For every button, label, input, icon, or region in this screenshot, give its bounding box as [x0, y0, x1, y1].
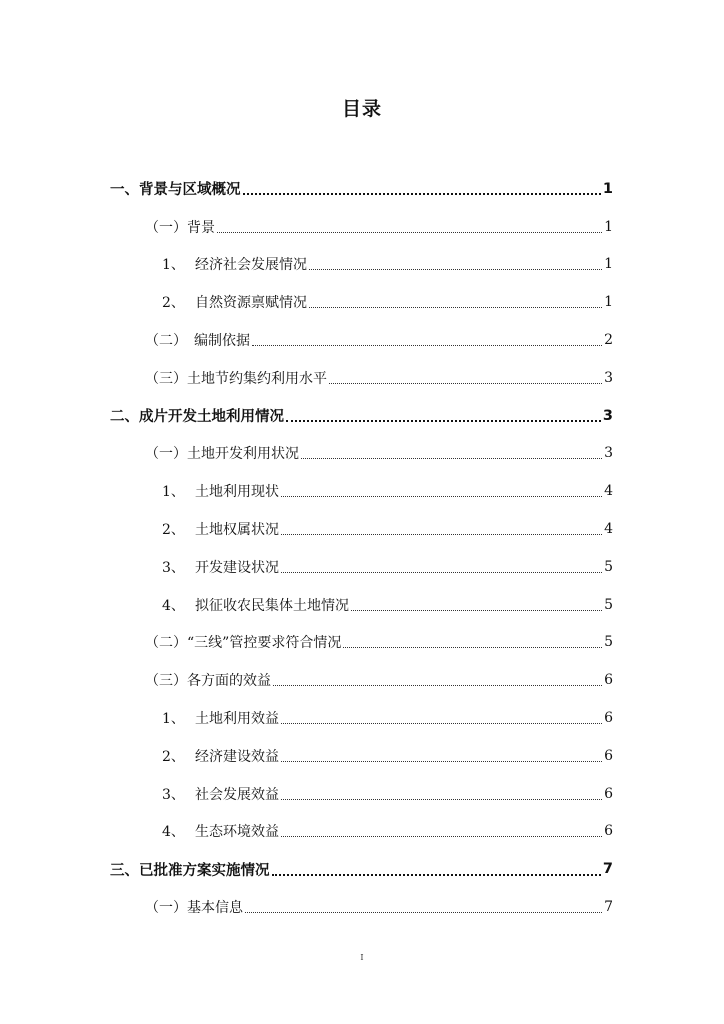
- toc-entry-number: 4、: [162, 824, 185, 841]
- toc-entry-level-2[interactable]: [0, 359, 724, 397]
- toc-entry-text: （一）土地开发利用状况: [145, 446, 299, 463]
- toc-entry-label: [162, 292, 307, 312]
- toc-entry-text: 土地利用现状: [195, 484, 279, 501]
- toc-entry-text: 社会发展效益: [195, 786, 279, 803]
- toc-entry-number: 1、: [162, 484, 185, 501]
- toc-dot-leader: [243, 192, 601, 195]
- toc-entry-level-1[interactable]: [0, 850, 724, 888]
- toc-dot-leader: [272, 873, 601, 876]
- toc-entry-label: [145, 217, 215, 237]
- toc-entry-number: 3、: [162, 786, 185, 803]
- toc-entry-text: （三）各方面的效益: [145, 673, 271, 690]
- toc-entry-text: 二、成片开发土地利用情况: [110, 409, 284, 426]
- toc-entry-label: [162, 784, 279, 804]
- page-number-footer: I: [360, 953, 364, 962]
- toc-entry-level-3[interactable]: [0, 246, 724, 284]
- toc-entry-label: [162, 746, 279, 766]
- toc-entry-text: 经济建设效益: [195, 748, 279, 765]
- toc-entry-level-2[interactable]: [0, 321, 724, 359]
- table-of-contents: [0, 170, 724, 926]
- toc-entry-text: 经济社会发展情况: [195, 257, 307, 274]
- toc-entry-number: 2、: [162, 522, 185, 539]
- toc-entry-level-3[interactable]: [0, 775, 724, 813]
- toc-entry-label: [162, 557, 279, 577]
- toc-dot-leader: [281, 533, 602, 535]
- toc-dot-leader: [329, 382, 602, 384]
- toc-page-number: 7: [602, 861, 613, 878]
- toc-entry-label: [162, 821, 279, 841]
- toc-entry-label: [162, 481, 279, 501]
- toc-entry-number: 2、: [162, 295, 185, 312]
- toc-entry-text: （一）背景: [145, 219, 215, 236]
- toc-entry-text: （三）土地节约集约利用水平: [145, 370, 327, 387]
- toc-entry-text: （一）基本信息: [145, 900, 243, 917]
- toc-entry-label: [162, 254, 307, 274]
- toc-entry-number: 3、: [162, 559, 185, 576]
- toc-entry-label: [110, 859, 270, 880]
- toc-entry-text: 拟征收农民集体土地情况: [195, 597, 349, 614]
- toc-page-number: 6: [604, 672, 613, 689]
- toc-entry-number: 1、: [162, 711, 185, 728]
- toc-dot-leader: [286, 419, 601, 422]
- toc-entry-label: [162, 519, 279, 539]
- toc-entry-label: [145, 670, 271, 690]
- toc-entry-text: 土地利用效益: [195, 711, 279, 728]
- toc-entry-label: [145, 368, 327, 388]
- toc-dot-leader: [351, 609, 602, 611]
- toc-entry-level-3[interactable]: [0, 586, 724, 624]
- toc-entry-number: 1、: [162, 257, 185, 274]
- toc-entry-level-1[interactable]: [0, 397, 724, 435]
- toc-page-number: 1: [604, 256, 613, 273]
- toc-entry-label: [145, 632, 341, 652]
- toc-entry-label: [145, 443, 299, 463]
- toc-dot-leader: [245, 911, 602, 913]
- toc-entry-level-3[interactable]: [0, 510, 724, 548]
- toc-dot-leader: [281, 760, 602, 762]
- toc-entry-label: [110, 405, 284, 426]
- toc-entry-text: 土地权属状况: [195, 522, 279, 539]
- toc-entry-level-3[interactable]: [0, 699, 724, 737]
- toc-entry-number: 4、: [162, 597, 185, 614]
- toc-dot-leader: [217, 231, 602, 233]
- toc-page-number: 7: [604, 899, 613, 916]
- toc-entry-label: [110, 178, 241, 199]
- toc-page-number: 1: [602, 180, 613, 197]
- toc-dot-leader: [301, 457, 602, 459]
- toc-entry-text: 三、已批准方案实施情况: [110, 862, 270, 879]
- toc-entry-label: [145, 330, 250, 350]
- toc-entry-level-3[interactable]: [0, 472, 724, 510]
- toc-page-number: 1: [604, 218, 613, 235]
- toc-entry-level-3[interactable]: [0, 283, 724, 321]
- toc-entry-level-2[interactable]: [0, 624, 724, 662]
- toc-entry-label: [162, 595, 349, 615]
- toc-entry-level-2[interactable]: [0, 888, 724, 926]
- toc-page-number: 6: [604, 747, 613, 764]
- toc-entry-label: [145, 897, 243, 917]
- toc-entry-text: 开发建设状况: [195, 559, 279, 576]
- toc-entry-level-3[interactable]: [0, 813, 724, 851]
- toc-page-number: 4: [604, 521, 613, 538]
- toc-entry-level-3[interactable]: [0, 548, 724, 586]
- toc-entry-text: 生态环境效益: [195, 824, 279, 841]
- toc-dot-leader: [281, 835, 602, 837]
- toc-page-number: 3: [602, 407, 613, 424]
- toc-dot-leader: [273, 684, 602, 686]
- toc-entry-label: [162, 708, 279, 728]
- toc-entry-level-2[interactable]: [0, 661, 724, 699]
- toc-page-number: 6: [604, 785, 613, 802]
- toc-entry-text: 自然资源禀赋情况: [195, 295, 307, 312]
- toc-entry-number: 2、: [162, 748, 185, 765]
- toc-page-number: 1: [604, 294, 613, 311]
- toc-page-number: 4: [604, 483, 613, 500]
- toc-page-number: 3: [604, 445, 613, 462]
- toc-page-number: 5: [604, 634, 613, 651]
- toc-dot-leader: [252, 344, 602, 346]
- toc-page-number: 2: [604, 332, 613, 349]
- toc-entry-level-2[interactable]: [0, 208, 724, 246]
- toc-dot-leader: [309, 268, 602, 270]
- toc-page-number: 6: [604, 710, 613, 727]
- toc-page-number: 3: [604, 369, 613, 386]
- page-title: 目录: [341, 98, 382, 120]
- toc-entry-text: （二）“三线”管控要求符合情况: [145, 635, 342, 652]
- toc-dot-leader: [281, 495, 602, 497]
- toc-page-number: 5: [604, 558, 613, 575]
- toc-dot-leader: [281, 798, 602, 800]
- toc-entry-text: 一、背景与区域概况: [110, 182, 241, 199]
- toc-entry-text: （二） 编制依据: [145, 333, 250, 350]
- toc-entry-level-3[interactable]: [0, 737, 724, 775]
- toc-entry-level-1[interactable]: [0, 170, 724, 208]
- toc-entry-level-2[interactable]: [0, 435, 724, 473]
- toc-dot-leader: [343, 646, 602, 648]
- toc-dot-leader: [309, 306, 602, 308]
- toc-page-number: 6: [604, 823, 613, 840]
- toc-dot-leader: [281, 722, 602, 724]
- toc-page-number: 5: [604, 596, 613, 613]
- toc-dot-leader: [281, 571, 602, 573]
